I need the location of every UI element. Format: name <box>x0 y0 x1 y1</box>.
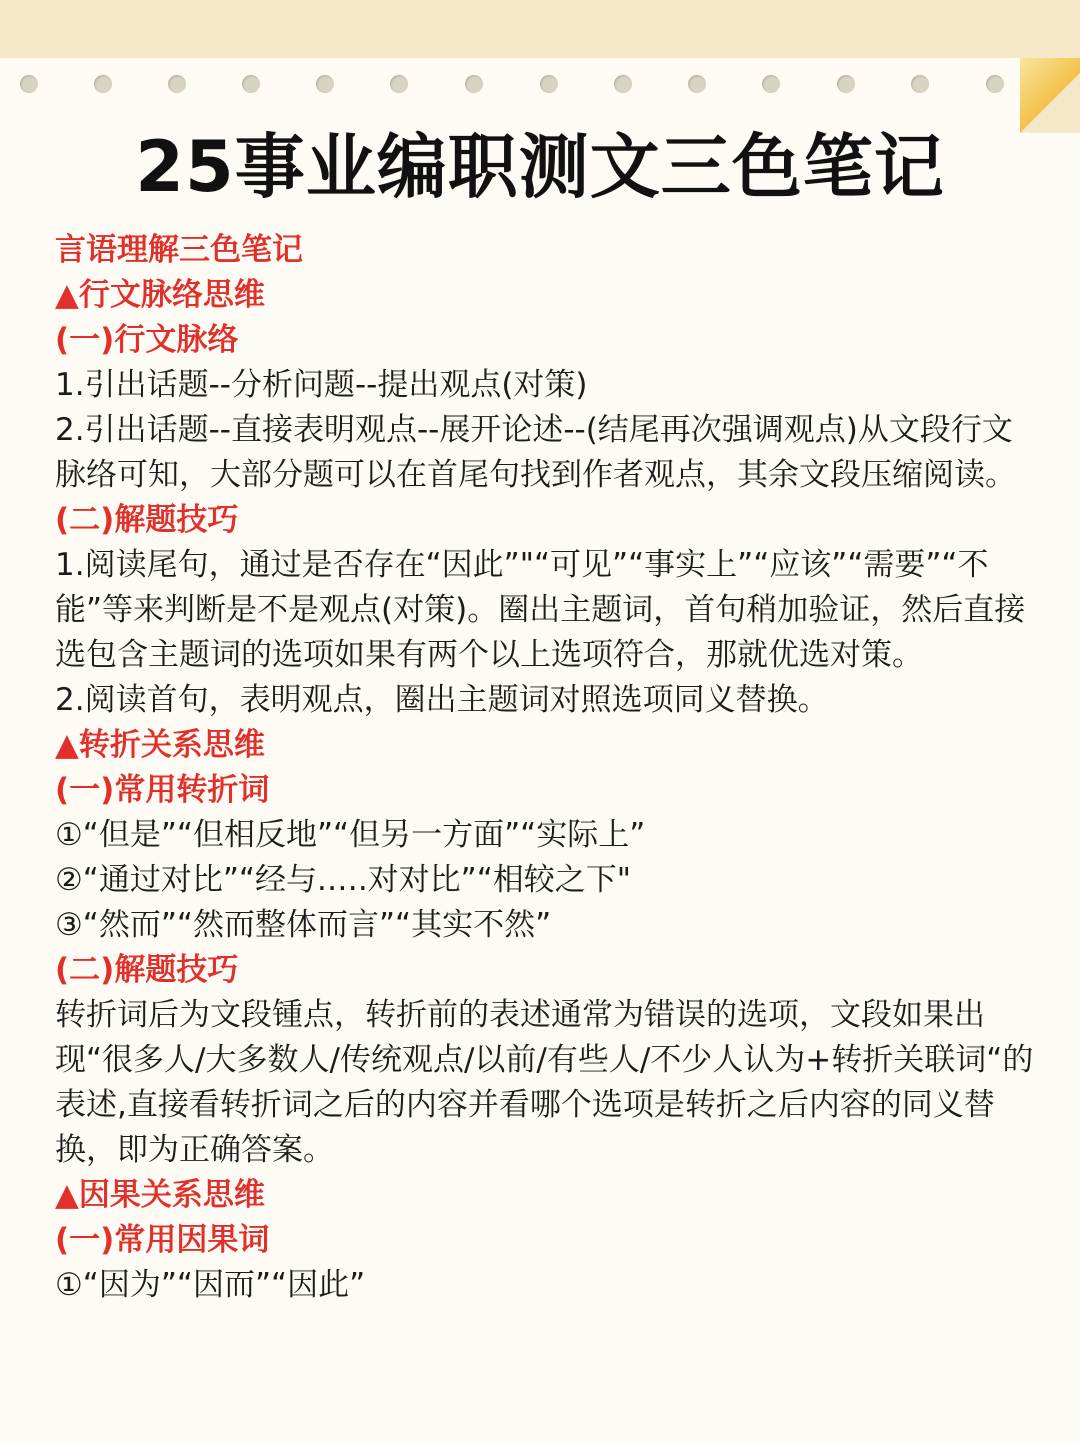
section-title: ▲因果关系思维 <box>55 1177 265 1213</box>
binder-hole <box>390 75 408 93</box>
binder-hole <box>986 75 1004 93</box>
section-title: ▲行文脉络思维 <box>55 277 265 313</box>
subsection-title: (二)解题技巧 <box>55 952 239 988</box>
binder-hole <box>94 75 112 93</box>
subsection-title: (二)解题技巧 <box>55 502 239 538</box>
notes-body <box>55 228 1040 1308</box>
binder-hole <box>614 75 632 93</box>
note-paragraph: 转折词后为文段锺点，转折前的表述通常为错误的选项，文段如果出现“很多人/大多数人/传统观点/以前/有些人/不少人认为+转折关联词“的表述,直接看转折词之后的内容并看哪个选项是转折之后内容的同义替换，即为正确答案。 <box>55 997 1034 1168</box>
subsection-title: (一)常用因果词 <box>55 1222 270 1258</box>
binder-hole <box>762 75 780 93</box>
list-item: ①“但是”“但相反地”“但另一方面”“实际上” <box>55 817 646 853</box>
note-line: 2.阅读首句，表明观点，圈出主题词对照选项同义替换。 <box>55 682 829 718</box>
note-paragraph: 1.阅读尾句，通过是否存在“因此”"“可见”“事实上”“应该”“需要”“不能”等来判断是不是观点(对策)。圈出主题词，首句稍加验证，然后直接选包含主题词的选项如果有两个以上选项符合，那就优选对策。 <box>55 547 1026 673</box>
binder-hole <box>242 75 260 93</box>
notes-heading: 言语理解三色笔记 <box>55 232 303 268</box>
binder-hole <box>911 75 929 93</box>
binder-hole <box>20 75 38 93</box>
binder-hole <box>168 75 186 93</box>
binder-hole <box>540 75 558 93</box>
list-item: ③“然而”“然而整体而言”“其实不然” <box>55 907 552 943</box>
binder-hole <box>465 75 483 93</box>
subsection-title: (一)行文脉络 <box>55 322 239 358</box>
page-title: 25事业编职测文三色笔记 <box>135 126 945 208</box>
list-item: ②“通过对比”“经与.….对对比”“相较之下" <box>55 862 632 898</box>
binder-hole <box>688 75 706 93</box>
list-item: ①“因为”“因而”“因此” <box>55 1267 366 1303</box>
binder-holes <box>0 75 1080 97</box>
binder-hole <box>837 75 855 93</box>
section-title: ▲转折关系思维 <box>55 727 265 763</box>
note-line: 1.引出话题--分析问题--提出观点(对策) <box>55 367 588 403</box>
binder-hole <box>316 75 334 93</box>
subsection-title: (一)常用转折词 <box>55 772 270 808</box>
note-paragraph: 2.引出话题--直接表明观点--展开论述--(结尾再次强调观点)从文段行文脉络可知，大部分题可以在首尾句找到作者观点，其余文段压缩阅读。 <box>55 412 1016 493</box>
